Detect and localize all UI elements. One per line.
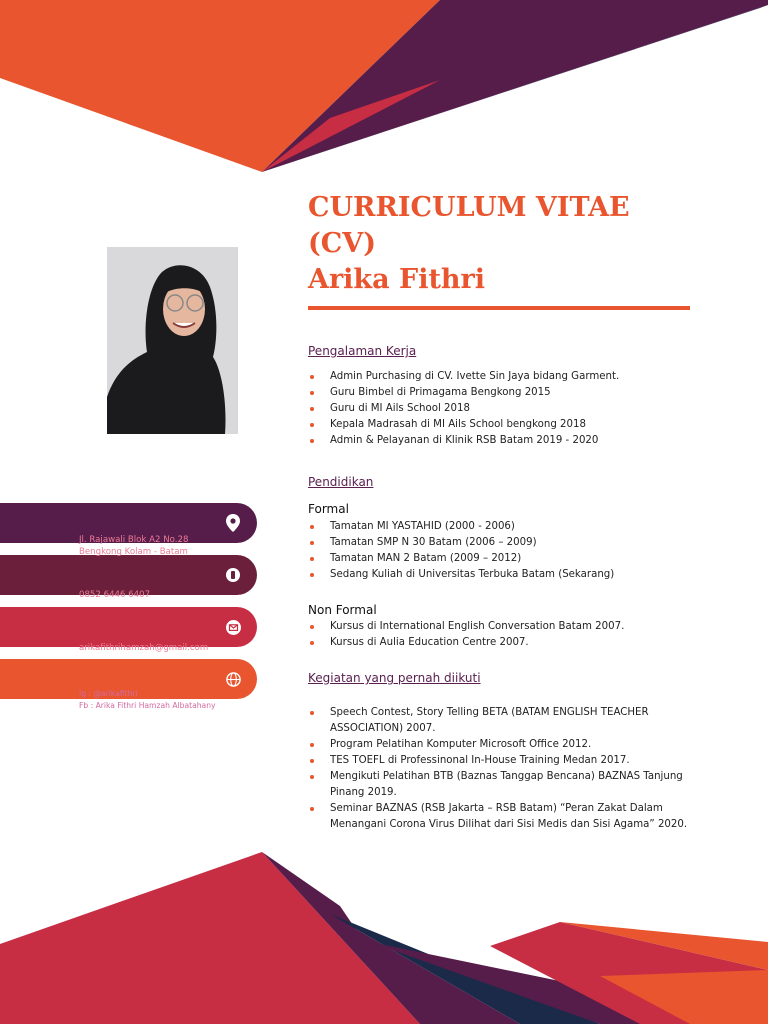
header-decoration bbox=[0, 0, 768, 180]
list-item: Seminar BAZNAS (RSB Jakarta – RSB Batam) “Peran Zakat Dalam Menangani Corona Virus Dilihat dari Sisi Medis dan Sisi Agama” 2020. bbox=[308, 801, 698, 833]
list-item: Kursus di International English Conversation Batam 2007. bbox=[308, 619, 708, 635]
activities-heading: Kegiatan yang pernah diikuti bbox=[308, 671, 481, 685]
address-text bbox=[79, 534, 188, 558]
formal-label: Formal bbox=[308, 502, 349, 516]
title-line-1: CURRICULUM VITAE bbox=[308, 192, 630, 223]
list-item: Speech Contest, Story Telling BETA (BATAM ENGLISH TEACHER ASSOCIATION) 2007. bbox=[308, 705, 698, 737]
list-item: Tamatan MI YASTAHID (2000 - 2006) bbox=[308, 519, 708, 535]
nonformal-label: Non Formal bbox=[308, 603, 377, 617]
formal-education-list bbox=[308, 519, 708, 583]
list-item: Tamatan SMP N 30 Batam (2006 – 2009) bbox=[308, 535, 708, 551]
list-item: Mengikuti Pelatihan BTB (Baznas Tanggap Bencana) BAZNAS Tanjung Pinang 2019. bbox=[308, 769, 698, 801]
instagram-handle: Ig : @arikafithri bbox=[79, 689, 138, 698]
list-item: TES TOEFL di Professinonal In-House Training Medan 2017. bbox=[308, 753, 698, 769]
list-item: Guru di MI Ails School 2018 bbox=[308, 401, 708, 417]
address-line-2: Bengkong Kolam - Batam bbox=[79, 547, 188, 557]
facebook-handle: Fb : Arika Fithri Hamzah Albatahany bbox=[79, 701, 216, 710]
phone-icon bbox=[223, 565, 243, 585]
experience-list bbox=[308, 369, 708, 449]
education-heading: Pendidikan bbox=[308, 475, 374, 489]
list-item: Admin & Pelayanan di Klinik RSB Batam 2019 - 2020 bbox=[308, 433, 708, 449]
list-item: Program Pelatihan Komputer Microsoft Office 2012. bbox=[308, 737, 698, 753]
mail-icon bbox=[223, 617, 243, 637]
list-item: Sedang Kuliah di Universitas Terbuka Batam (Sekarang) bbox=[308, 567, 708, 583]
list-item: Tamatan MAN 2 Batam (2009 – 2012) bbox=[308, 551, 708, 567]
footer-decoration bbox=[0, 846, 768, 1024]
list-item: Guru Bimbel di Primagama Bengkong 2015 bbox=[308, 385, 708, 401]
list-item: Kursus di Aulia Education Centre 2007. bbox=[308, 635, 708, 651]
title-line-2: (CV) bbox=[308, 228, 376, 259]
phone-number: 0852 6446 6407 bbox=[79, 590, 151, 600]
person-name: Arika Fithri bbox=[308, 264, 486, 295]
location-pin-icon bbox=[223, 513, 243, 533]
profile-photo bbox=[107, 247, 238, 434]
nonformal-education-list bbox=[308, 619, 708, 651]
address-line-1: Jl. Rajawali Blok A2 No.28 bbox=[79, 535, 189, 545]
page-title bbox=[308, 190, 748, 298]
list-item: Admin Purchasing di CV. Ivette Sin Jaya bidang Garment. bbox=[308, 369, 708, 385]
contact-bar-email bbox=[0, 607, 257, 647]
globe-icon bbox=[223, 669, 243, 689]
activities-list bbox=[308, 705, 698, 833]
email-address: arikafithrihamzah@gmail.com bbox=[79, 643, 209, 653]
list-item: Kepala Madrasah di MI Ails School bengkong 2018 bbox=[308, 417, 708, 433]
experience-heading: Pengalaman Kerja bbox=[308, 344, 417, 358]
title-divider bbox=[308, 306, 690, 310]
